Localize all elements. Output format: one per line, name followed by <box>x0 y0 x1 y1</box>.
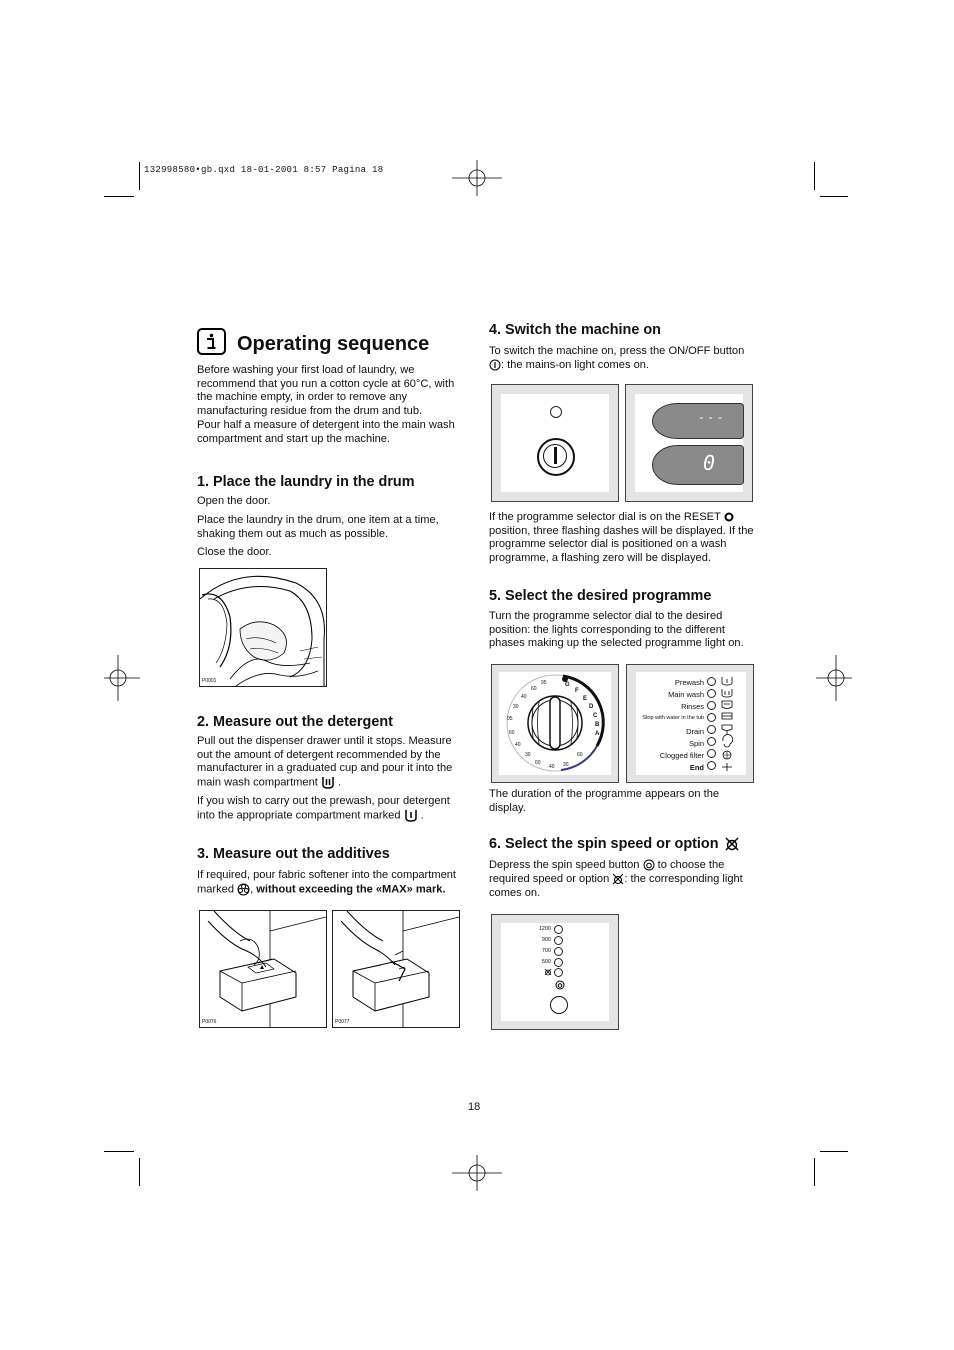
spin-speed-label: 500 <box>541 959 551 965</box>
softener-icon <box>237 883 250 896</box>
spin-speed-light <box>554 947 563 956</box>
body-text: Turn the programme selector dial to the desired position: the lights corresponding to the different phases making up the selected programme light on. <box>489 609 744 650</box>
spin-speed-label: 1200 <box>538 926 551 932</box>
body-text: If the programme selector dial is on the RESET position, three flashing dashes will be displayed. If the programme selector dial is positioned on a wash programme, a flashing zero will be displayed. <box>489 511 754 565</box>
programme-dial-panel <box>491 664 619 783</box>
figure-code: P0077 <box>335 1019 350 1025</box>
registration-mark-bottom <box>452 1155 502 1191</box>
crop-mark <box>814 1158 815 1186</box>
on-off-button[interactable] <box>537 438 575 476</box>
crop-mark <box>139 162 140 190</box>
dial-letter: B <box>595 722 600 728</box>
body-text: If required, pour fabric softener into the compartment marked , without exceeding the «MAX» mark. <box>197 869 456 896</box>
crop-mark <box>139 1158 140 1186</box>
right-column-s4b <box>489 511 755 656</box>
section-heading: 5. Select the desired programme <box>489 587 712 604</box>
body-text: Depress the spin speed button to choose the required speed or option : the corresponding light comes on. <box>489 859 743 899</box>
phase-label: Prewash <box>674 678 704 687</box>
no-spin-option-icon <box>725 837 739 851</box>
phase-label: Spin <box>688 739 704 748</box>
no-spin-option-light <box>554 968 563 977</box>
body-text: To switch the machine on, press the ON/OFF button : the mains-on light comes on. <box>489 345 745 371</box>
registration-mark-top <box>452 160 502 196</box>
dial-temp: 60 <box>509 730 515 736</box>
dial-temp: 30 <box>513 704 519 710</box>
section-heading: 1. Place the laundry in the drum <box>197 474 415 491</box>
left-column <box>197 328 465 565</box>
page-number: 18 <box>468 1101 481 1113</box>
file-slug: 132998580•gb.qxd 18-01-2001 8:57 Pagina 18 <box>144 165 384 175</box>
section-heading: 3. Measure out the additives <box>197 846 390 863</box>
spin-speed-light <box>554 936 563 945</box>
display-dashes: - - - <box>652 403 744 439</box>
dial-temp: 95 <box>507 716 513 722</box>
phase-label: Drain <box>686 727 704 736</box>
section-heading: 6. Select the spin speed or option <box>489 836 755 852</box>
no-spin-option-icon <box>612 873 624 885</box>
spin-speed-label: 900 <box>541 937 551 943</box>
body-text: Close the door. <box>197 546 272 559</box>
figure-code: P0076 <box>202 1019 217 1025</box>
crop-mark <box>814 162 815 190</box>
dial-letter: E <box>583 696 588 702</box>
figure-code: P0001 <box>202 678 217 684</box>
title-row <box>197 328 465 356</box>
phase-light <box>707 713 716 722</box>
spin-speed-light <box>554 958 563 967</box>
mains-on-light <box>550 406 562 418</box>
body-text: Place the laundry in the drum, one item at a time, shaking them out as much as possible. <box>197 513 439 540</box>
phase-lights-panel <box>626 664 754 783</box>
registration-mark-right <box>816 655 852 701</box>
phase-label: Rinses <box>681 702 704 711</box>
crop-mark <box>820 196 848 197</box>
no-spin-option-icon <box>544 968 552 976</box>
spin-speed-label: 700 <box>541 948 551 954</box>
phase-icons <box>720 675 734 775</box>
right-column <box>489 322 755 377</box>
right-column-s5b <box>489 788 755 906</box>
phase-light <box>707 677 716 686</box>
phase-light <box>707 761 716 770</box>
body-text: If you wish to carry out the prewash, pour detergent into the appropriate compartment marked . <box>197 795 450 822</box>
dial-letter: C <box>593 713 598 719</box>
reset-icon <box>724 512 734 522</box>
left-column-lower <box>197 714 465 902</box>
body-text: The duration of the programme appears on the display. <box>489 788 720 814</box>
registration-mark-left <box>104 655 140 701</box>
display-zero: 0 <box>652 445 744 485</box>
on-off-panel <box>491 384 619 502</box>
dial-temp: 40 <box>515 742 521 748</box>
section-heading: 4. Switch the machine on <box>489 322 661 338</box>
display-panel <box>625 384 753 502</box>
body-text: Pull out the dispenser drawer until it stops. Measure out the amount of detergent recommended by the manufacturer in a graduated cup and pour it into the main wash compartment . <box>197 735 453 789</box>
phase-label: End <box>689 763 704 772</box>
crop-mark <box>104 1151 134 1152</box>
dial-letter: G <box>565 682 570 688</box>
on-off-icon <box>489 359 501 371</box>
intro-paragraph: Before washing your first load of laundry, we recommend that you run a cotton cycle at 60°C, with the machine empty, in order to remove any manufacturing residue from the drum and tub. <box>197 364 455 418</box>
spin-icon <box>555 980 565 990</box>
dial-letter: A <box>595 731 600 737</box>
dial-letter: F <box>575 688 579 694</box>
body-text: Open the door. <box>197 495 271 508</box>
softener-max-illustration <box>332 910 460 1028</box>
laundry-illustration <box>199 568 327 687</box>
spin-speed-button[interactable] <box>550 996 568 1014</box>
dial-temp: 95 <box>541 680 547 686</box>
spin-speed-light <box>554 925 563 934</box>
spin-icon <box>643 859 655 871</box>
phase-light <box>707 749 716 758</box>
prewash-compartment-icon <box>404 809 418 822</box>
dial-temp: 60 <box>535 760 541 766</box>
dial-temp: 60 <box>577 752 583 758</box>
phase-label: Main wash <box>668 690 704 699</box>
phase-label: Stop with water in the tub <box>642 715 704 721</box>
phase-light <box>707 725 716 734</box>
dial-temp: 60 <box>531 686 537 692</box>
phase-light <box>707 737 716 746</box>
intro-paragraph: Pour half a measure of detergent into the main wash compartment and start up the machine. <box>197 418 455 445</box>
dial-temp: 40 <box>521 694 527 700</box>
info-icon <box>197 328 227 356</box>
dial-temp: 30 <box>563 762 569 768</box>
softener-drawer-illustration <box>199 910 327 1028</box>
page-title: Operating sequence <box>237 333 430 355</box>
phase-light <box>707 689 716 698</box>
dial-letter: D <box>589 704 594 710</box>
main-wash-compartment-icon <box>321 776 335 789</box>
spin-speed-panel <box>491 914 619 1030</box>
section-heading: 2. Measure out the detergent <box>197 714 393 730</box>
crop-mark <box>104 196 134 197</box>
phase-light <box>707 701 716 710</box>
crop-mark <box>820 1151 848 1152</box>
dial-temp: 30 <box>525 752 531 758</box>
dial-temp: 40 <box>549 764 555 770</box>
phase-label: Clogged filter <box>659 751 704 760</box>
